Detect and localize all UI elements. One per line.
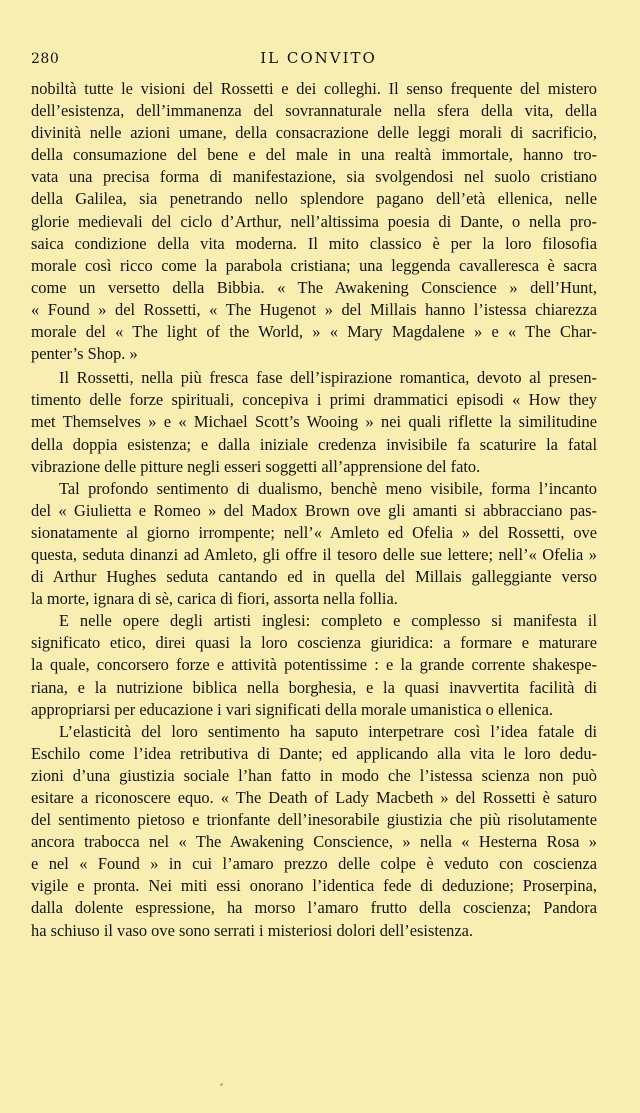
text-line: vata una precisa forma di manifestazione, sia svolgendosi nel suolo cristiano (31, 167, 597, 187)
text-line: saica condizione della vita moderna. Il mito classico è per la loro filosofia (31, 233, 597, 253)
text-line: della doppia esistenza; e dalla iniziale credenza invisibile fa scaturire la fatal (31, 434, 597, 454)
text-line: del sentimento pietoso e trionfante dell’inesorabile giustizia che più risolutamente (31, 810, 597, 830)
text-line: vibrazione delle pitture negli esseri soggetti all’apprensione del fato. (31, 456, 481, 476)
text-line: glorie medievali del ciclo d’Arthur, nell’altissima poesia di Dante, o nella pro- (31, 211, 597, 231)
text-line: come un versetto della Bibbia. « The Awakening Conscience » dell’Hunt, (31, 277, 597, 297)
text-line: Tal profondo sentimento di dualismo, benchè meno visibile, forma l’incanto (59, 478, 597, 498)
text-line: Eschilo come l’idea retributiva di Dante; ed applicando alla vita le loro dedu- (31, 743, 597, 763)
text-line: divinità nelle azioni umane, della consacrazione delle leggi morali di sacrificio, (31, 123, 597, 143)
text-line: nobiltà tutte le visioni del Rossetti e dei colleghi. Il senso frequente del mistero (31, 79, 597, 98)
paper-speck (220, 1083, 223, 1086)
text-line: e nel « Found » in cui l’amaro prezzo delle colpe è veduto con coscienza (31, 854, 597, 874)
text-line: esitare a riconoscere equo. « The Death of Lady Macbeth » del Rossetti è saturo (31, 788, 597, 807)
text-line: timento delle forze spirituali, concepiva i primi drammatici episodi « How they (31, 390, 597, 410)
text-line: morale del « The light of the World, » « Mary Magdalene » e « The Char- (31, 322, 597, 342)
text-line: zioni d’una giustizia sociale l’han fatto in modo che l’istessa scienza non può (31, 765, 597, 785)
text-line: questa, seduta dinanzi ad Amleto, gli offre il tesoro delle sue lettere; nell’« Ofelia » (31, 544, 597, 564)
text-line: Il Rossetti, nella più fresca fase dell’ispirazione romantica, devoto al presen- (59, 368, 597, 388)
page-number: 280 (31, 51, 60, 67)
text-line: morale così ricco come la parabola cristiana; una leggenda cavalleresca è sacra (31, 255, 597, 275)
text-line: L’elasticità del loro sentimento ha saputo interpetrare così l’idea fatale di (59, 721, 597, 741)
page-header (31, 48, 606, 72)
running-title: IL CONVITO (260, 49, 377, 67)
text-line: riana, e la nutrizione biblica nella borghesia, e la quasi inavvertita facilità di (31, 677, 597, 697)
text-line: dalla dolente espressione, ha morso l’amaro frutto della coscienza; Pandora (31, 898, 597, 918)
text-line: penter’s Shop. » (31, 344, 138, 364)
body-text (31, 78, 597, 942)
text-line: E nelle opere degli artisti inglesi: completo e complesso si manifesta il (59, 611, 597, 631)
text-line: ancora trabocca nel « The Awakening Conscience, » nella « Hesterna Rosa » (31, 832, 597, 852)
text-line: ha schiuso il vaso ove sono serrati i misteriosi dolori dell’esistenza. (31, 920, 474, 940)
text-line: dell’esistenza, dell’immanenza del sovrannaturale nella sfera della vita, della (31, 101, 597, 121)
text-line: la quale, concorsero forze e attività potentissime : e la grande corrente shakespe- (31, 655, 597, 675)
text-line: significato etico, direi quasi la loro coscienza giuridica: a formare e maturare (31, 633, 597, 653)
text-line: vigile e pronta. Nei miti essi onorano l’identica fede di deduzione; Proserpina, (31, 876, 597, 896)
text-line: la morte, ignara di sè, carica di fiori, assorta nella follia. (31, 589, 398, 609)
text-line: met Themselves » e « Michael Scott’s Wooing » nei quali riflette la similitudine (31, 412, 597, 432)
text-line: del « Giulietta e Romeo » del Madox Brown ove gli amanti si abbracciano pas- (31, 500, 597, 520)
text-line: « Found » del Rossetti, « The Hugenot » del Millais hanno l’istessa chiarezza (31, 299, 597, 319)
text-line: sionatamente al giorno irrompente; nell’« Amleto ed Ofelia » del Rossetti, ove (31, 522, 597, 542)
text-line: di Arthur Hughes seduta cantando ed in quella del Millais galleggiante verso (31, 567, 597, 587)
text-line: della Galilea, sia penetrando nello splendore pagano dell’età ellenica, nelle (31, 189, 597, 209)
text-line: appropriarsi per educazione i vari significati della morale umanistica o ellenica. (31, 699, 554, 719)
text-line: della consumazione del bene e del male in una realtà immortale, hanno tro- (31, 145, 597, 165)
